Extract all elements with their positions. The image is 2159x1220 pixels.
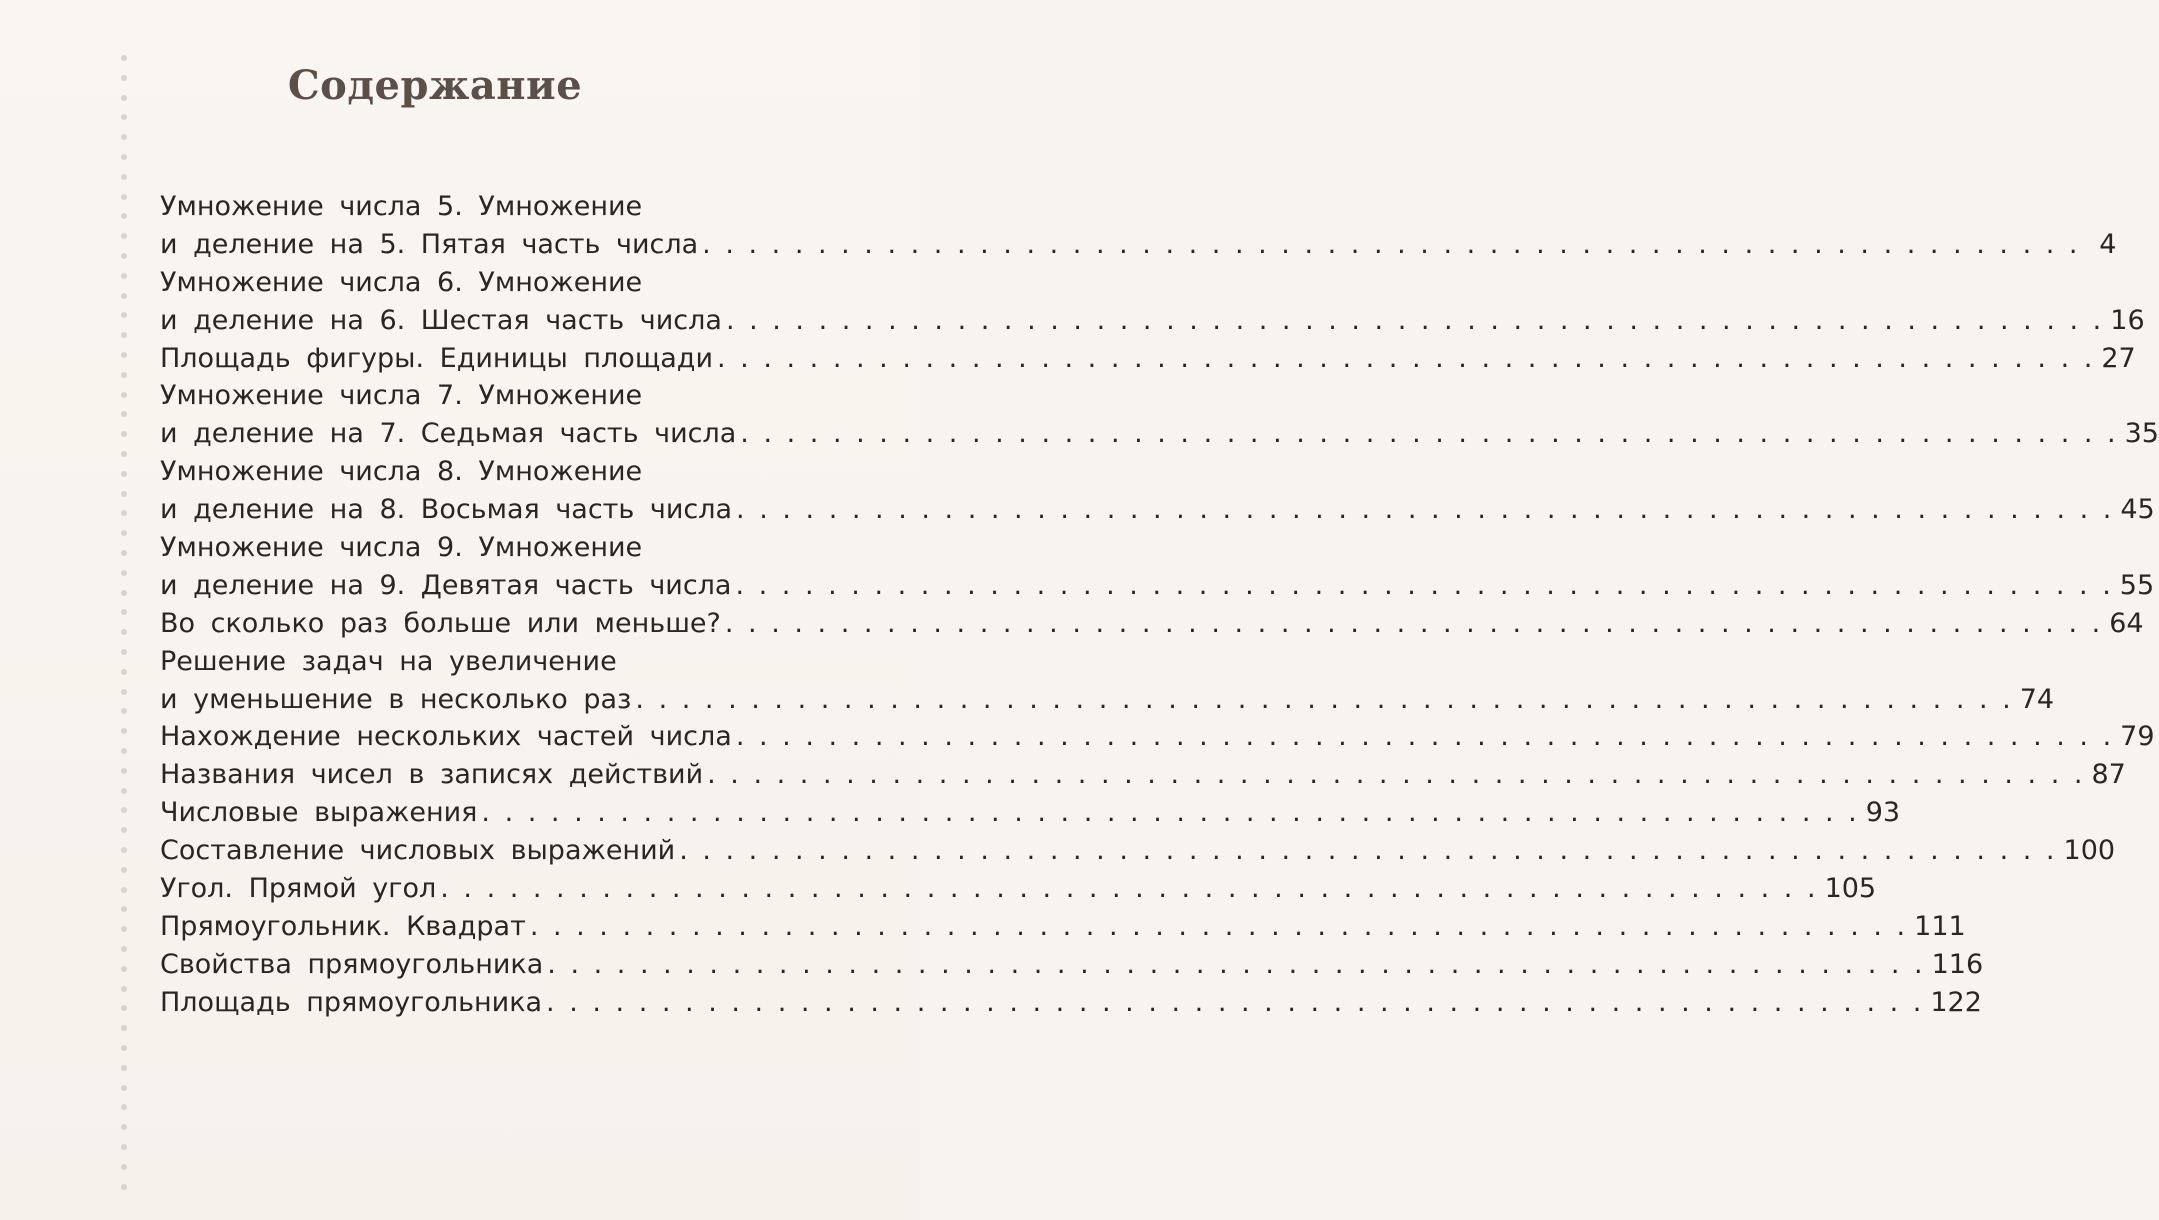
binding-hole <box>121 1025 127 1031</box>
binding-hole <box>121 1144 127 1150</box>
binding-hole <box>121 946 127 952</box>
dot-leader: . . . . . . . . . . . . . . . . . . . . . . . . . . . . . . . . . . . . . . . . . . . . . . . . . . . . . . . . . . . . <box>740 418 2119 450</box>
toc-entry <box>160 756 2126 794</box>
toc-entry <box>160 908 1966 946</box>
toc-entry <box>160 832 2116 870</box>
toc-entry <box>160 794 1901 832</box>
binding-hole <box>121 570 127 576</box>
dot-leader: . . . . . . . . . . . . . . . . . . . . . . . . . . . . . . . . . . . . . . . . . . . . . . . . . . . . . . . . . . . . <box>717 342 2096 374</box>
toc-entry-title-line2: и деление на 7. Седьмая часть числа <box>160 418 737 450</box>
dot-leader: . . . . . . . . . . . . . . . . . . . . . . . . . . . . . . . . . . . . . . . . . . . . . . . . . . . . . . . . . . . . <box>735 569 2114 601</box>
toc-entry-title-line2: и деление на 6. Шестая часть числа <box>160 304 722 336</box>
toc-entry-line <box>160 908 1966 946</box>
toc-entry-line <box>160 756 2126 794</box>
toc-entry-line <box>160 453 835 491</box>
toc-page-number: 4 <box>2099 228 2117 260</box>
binding-hole <box>121 1124 127 1130</box>
toc-page-number: 122 <box>1930 986 1982 1018</box>
toc-page-number: 79 <box>2120 721 2155 753</box>
toc-entry-line <box>160 718 2155 756</box>
toc-entry <box>160 377 2159 453</box>
toc-entry-title: Площадь фигуры. Единицы площади <box>160 342 714 374</box>
toc-page-number: 105 <box>1824 873 1877 905</box>
toc-page-number: 16 <box>2110 304 2145 336</box>
binding-hole <box>121 1045 127 1051</box>
toc-entry-line <box>160 643 835 681</box>
toc-entry-line <box>160 415 2159 453</box>
toc-entry-title: Площадь прямоугольника <box>160 986 543 1018</box>
binding-hole <box>121 1065 127 1071</box>
toc-entry <box>160 984 1982 1022</box>
toc-entry-line <box>160 832 2116 870</box>
binding-hole <box>121 827 127 833</box>
toc-entry-line <box>160 681 2055 719</box>
binding-hole <box>121 213 127 219</box>
binding-hole <box>121 768 127 774</box>
binding-hole <box>121 411 127 417</box>
toc-entry-title: Свойства прямоугольника <box>160 948 544 980</box>
toc-entry-title: Числовые выражения <box>160 797 478 829</box>
toc-entry-line <box>160 946 1984 984</box>
toc-entry <box>160 870 1877 908</box>
binding-hole <box>121 293 127 299</box>
toc-entry-line <box>160 984 1982 1022</box>
binding-hole <box>121 174 127 180</box>
toc-entry <box>160 718 2155 756</box>
toc-entry-line <box>160 340 2136 378</box>
toc-entry-line <box>160 567 2155 605</box>
binding-hole <box>121 550 127 556</box>
toc-page-number: 74 <box>2019 683 2055 715</box>
binding-hole <box>121 1005 127 1011</box>
toc-entry-title-line2: и деление на 5. Пятая часть числа <box>160 228 699 260</box>
toc-entry-line <box>160 491 2155 529</box>
toc-entry-title-line1: Умножение числа 5. Умножение <box>160 191 643 222</box>
binding-hole <box>121 352 127 358</box>
binding-hole <box>121 451 127 457</box>
toc-entry <box>160 188 2117 264</box>
toc-entry-title: Во сколько раз больше или меньше? <box>160 607 721 639</box>
dot-leader: . . . . . . . . . . . . . . . . . . . . . . . . . . . . . . . . . . . . . . . . . . . . . . . . . . . . . . . . . . . . <box>546 986 1925 1018</box>
toc-page-number: 116 <box>1931 948 1984 980</box>
binding-hole <box>121 847 127 853</box>
dot-leader: . . . . . . . . . . . . . . . . . . . . . . . . . . . . . . . . . . . . . . . . . . . . . . . . . . . . . . . . . . . . <box>529 910 1909 942</box>
page-title: Содержание <box>287 62 583 109</box>
toc-page-number: 45 <box>2120 494 2155 526</box>
toc-entry <box>160 529 2155 605</box>
toc-entry-title-line2: и деление на 9. Девятая часть числа <box>160 569 732 601</box>
binding-hole <box>121 867 127 873</box>
binding-hole <box>121 134 127 140</box>
dot-leader: . . . . . . . . . . . . . . . . . . . . . . . . . . . . . . . . . . . . . . . . . . . . . . . . . . . . . . . . . . . . <box>724 607 2104 639</box>
dot-leader: . . . . . . . . . . . . . . . . . . . . . . . . . . . . . . . . . . . . . . . . . . . . . . . . . . . . . . . . . . . . <box>440 873 1819 905</box>
toc-entry-title: Составление числовых выражений <box>160 835 676 867</box>
binding-hole <box>121 253 127 259</box>
toc-entry-line <box>160 605 2144 643</box>
binding-hole <box>121 1104 127 1110</box>
toc-entry-line <box>160 226 2117 264</box>
binding-hole <box>121 649 127 655</box>
binding-hole <box>121 708 127 714</box>
binding-hole <box>121 926 127 932</box>
binding-hole <box>121 431 127 437</box>
toc-page-number: 35 <box>2124 418 2159 450</box>
toc-page-number: 111 <box>1914 910 1966 942</box>
toc-page-number: 93 <box>1865 797 1901 829</box>
binding-hole <box>121 471 127 477</box>
dot-leader: . . . . . . . . . . . . . . . . . . . . . . . . . . . . . . . . . . . . . . . . . . . . . . . . . . . . . . . . . . . . <box>725 304 2105 336</box>
dot-leader: . . . . . . . . . . . . . . . . . . . . . . . . . . . . . . . . . . . . . . . . . . . . . . . . . . . . . . . . . . . . <box>735 721 2115 753</box>
binding-hole <box>121 194 127 200</box>
binding-hole <box>121 1085 127 1091</box>
dot-leader: . . . . . . . . . . . . . . . . . . . . . . . . . . . . . . . . . . . . . . . . . . . . . . . . . . . . . . . . . . . . <box>736 494 2115 526</box>
binding-hole <box>121 728 127 734</box>
binding-hole <box>121 530 127 536</box>
toc-entry-title-line2: и деление на 8. Восьмая часть числа <box>160 494 733 526</box>
binding-hole <box>121 887 127 893</box>
binding-hole <box>121 332 127 338</box>
toc-page-number: 27 <box>2101 342 2136 374</box>
toc-page-number: 100 <box>2063 835 2116 867</box>
toc-entry <box>160 643 2055 719</box>
toc-entry <box>160 453 2155 529</box>
toc-entry-title-line1: Умножение числа 8. Умножение <box>160 456 643 488</box>
dot-leader: . . . . . . . . . . . . . . . . . . . . . . . . . . . . . . . . . . . . . . . . . . . . . . . . . . . . . . . . . . . . <box>702 228 2081 260</box>
binding-hole <box>121 609 127 615</box>
toc-entry-title-line1: Умножение числа 9. Умножение <box>160 532 643 564</box>
dot-leader: . . . . . . . . . . . . . . . . . . . . . . . . . . . . . . . . . . . . . . . . . . . . . . . . . . . . . . . . . . . . <box>547 948 1926 980</box>
toc-page-number: 87 <box>2091 759 2126 791</box>
toc-entry-title: Прямоугольник. Квадрат <box>160 910 526 942</box>
dot-leader: . . . . . . . . . . . . . . . . . . . . . . . . . . . . . . . . . . . . . . . . . . . . . . . . . . . . . . . . . . . . <box>707 759 2086 791</box>
dot-leader: . . . . . . . . . . . . . . . . . . . . . . . . . . . . . . . . . . . . . . . . . . . . . . . . . . . . . . . . . . . . <box>679 835 2058 867</box>
toc-entry <box>160 340 2136 378</box>
toc-entry-title-line1: Умножение числа 7. Умножение <box>160 380 643 412</box>
toc-entry-title-line1: Умножение числа 6. Умножение <box>160 266 643 298</box>
binding-hole <box>121 748 127 754</box>
binding-hole <box>121 689 127 695</box>
binding-hole <box>121 273 127 279</box>
toc-entry-title: Названия чисел в записях действий <box>160 759 704 791</box>
toc-entry-title: Нахождение нескольких частей числа <box>160 721 732 753</box>
binding-hole <box>121 312 127 318</box>
toc-entry-line <box>160 794 1901 832</box>
binding-hole <box>121 629 127 635</box>
dot-leader: . . . . . . . . . . . . . . . . . . . . . . . . . . . . . . . . . . . . . . . . . . . . . . . . . . . . . . . . . . . . <box>635 683 2014 715</box>
dot-leader: . . . . . . . . . . . . . . . . . . . . . . . . . . . . . . . . . . . . . . . . . . . . . . . . . . . . . . . . . . . . <box>481 797 1860 829</box>
table-of-contents <box>160 188 2159 1022</box>
binding-hole <box>121 114 127 120</box>
binding-hole <box>121 55 127 61</box>
binding-hole <box>121 491 127 497</box>
binding-hole <box>121 1164 127 1170</box>
toc-entry-line <box>160 188 835 226</box>
toc-entry <box>160 605 2144 643</box>
toc-page-number: 64 <box>2109 607 2144 639</box>
binding-hole <box>121 392 127 398</box>
toc-entry-line <box>160 264 835 302</box>
binding-hole <box>121 669 127 675</box>
binding-hole <box>121 590 127 596</box>
binding-hole <box>121 1184 127 1190</box>
binding-hole <box>121 154 127 160</box>
toc-entry <box>160 946 1984 984</box>
toc-entry-line <box>160 529 835 567</box>
binding-holes <box>118 55 130 1205</box>
binding-hole <box>121 510 127 516</box>
toc-entry-title-line1: Решение задач на увеличение <box>160 645 617 677</box>
toc-entry-line <box>160 377 835 415</box>
toc-entry-line <box>160 870 1877 908</box>
binding-hole <box>121 966 127 972</box>
toc-entry-title-line2: и уменьшение в несколько раз <box>160 683 632 715</box>
toc-page-number: 55 <box>2119 569 2155 601</box>
binding-hole <box>121 906 127 912</box>
binding-hole <box>121 788 127 794</box>
toc-entry-title: Угол. Прямой угол <box>160 873 437 905</box>
binding-hole <box>121 372 127 378</box>
binding-hole <box>121 986 127 992</box>
toc-entry <box>160 264 2145 340</box>
binding-hole <box>121 233 127 239</box>
toc-entry-line <box>160 302 2145 340</box>
binding-hole <box>121 807 127 813</box>
